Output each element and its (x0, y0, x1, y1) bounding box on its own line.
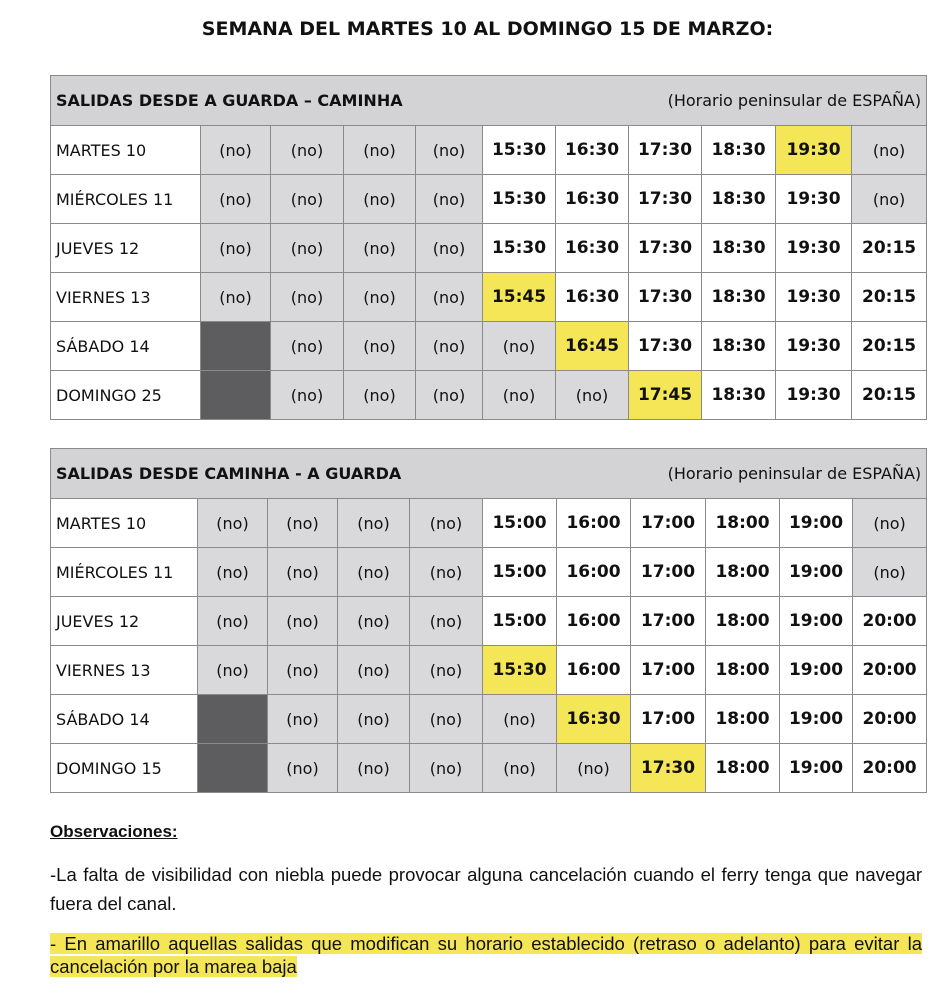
departure-cell: 20:15 (852, 224, 927, 273)
no-departure-cell: (no) (410, 646, 483, 695)
timezone-note: (Horario peninsular de ESPAÑA) (667, 464, 922, 483)
no-departure-cell: (no) (483, 322, 556, 371)
departure-cell: 20:15 (852, 371, 927, 420)
departure-cell: 16:00 (557, 499, 631, 548)
day-label: DOMINGO 15 (51, 744, 198, 793)
departure-cell: 18:30 (702, 371, 776, 420)
no-departure-cell: (no) (852, 175, 927, 224)
no-departure-cell: (no) (557, 744, 631, 793)
departure-cell: 18:30 (702, 224, 776, 273)
no-departure-cell: (no) (416, 273, 483, 322)
departure-cell: 17:30 (629, 273, 702, 322)
departure-cell: 19:00 (780, 695, 853, 744)
no-departure-cell: (no) (271, 273, 344, 322)
departure-cell: 15:30 (483, 224, 556, 273)
day-label: SÁBADO 14 (51, 322, 201, 371)
departure-cell: 19:30 (776, 371, 852, 420)
departure-cell: 19:00 (780, 744, 853, 793)
timezone-note: (Horario peninsular de ESPAÑA) (667, 91, 922, 110)
day-label: JUEVES 12 (51, 224, 201, 273)
departure-cell: 17:00 (631, 499, 706, 548)
departure-cell: 16:00 (557, 548, 631, 597)
schedule-table-caminha-guarda (50, 448, 927, 793)
no-departure-cell: (no) (201, 175, 271, 224)
no-departure-cell: (no) (271, 322, 344, 371)
no-departure-cell: (no) (338, 499, 410, 548)
departure-cell: 18:30 (702, 175, 776, 224)
no-departure-cell: (no) (344, 126, 416, 175)
departure-cell: 19:30 (776, 224, 852, 273)
no-departure-cell: (no) (268, 646, 338, 695)
departure-cell: 20:00 (853, 597, 927, 646)
departure-cell: 18:00 (706, 548, 780, 597)
departure-cell: 16:00 (557, 646, 631, 695)
modified-departure-cell: 15:30 (483, 646, 557, 695)
page-title: SEMANA DEL MARTES 10 AL DOMINGO 15 DE MARZO: (201, 18, 774, 40)
departure-cell: 17:30 (629, 175, 702, 224)
no-departure-cell: (no) (410, 548, 483, 597)
no-departure-cell: (no) (416, 175, 483, 224)
no-departure-cell: (no) (268, 548, 338, 597)
departure-cell: 15:00 (483, 499, 557, 548)
departure-cell: 18:00 (706, 646, 780, 695)
modified-departure-cell: 16:45 (556, 322, 629, 371)
table-row (51, 646, 927, 695)
no-departure-cell: (no) (338, 646, 410, 695)
departure-cell: 18:00 (706, 499, 780, 548)
table-row (51, 695, 927, 744)
departure-cell: 16:30 (556, 175, 629, 224)
no-departure-cell: (no) (338, 695, 410, 744)
route-heading: SALIDAS DESDE CAMINHA - A GUARDA (56, 464, 402, 483)
departure-cell: 18:30 (702, 273, 776, 322)
departure-cell: 19:00 (780, 548, 853, 597)
table-row (51, 371, 927, 420)
day-label: SÁBADO 14 (51, 695, 198, 744)
departure-cell: 18:30 (702, 322, 776, 371)
departure-cell: 17:30 (629, 224, 702, 273)
table-header (51, 449, 927, 499)
table-row (51, 322, 927, 371)
table-row (51, 499, 927, 548)
departure-cell: 18:30 (702, 126, 776, 175)
no-departure-cell: (no) (198, 548, 268, 597)
departure-cell: 20:00 (853, 646, 927, 695)
unavailable-cell (198, 695, 268, 744)
departure-cell: 19:30 (776, 273, 852, 322)
table-row (51, 273, 927, 322)
modified-departure-cell: 17:45 (629, 371, 702, 420)
departure-cell: 18:00 (706, 744, 780, 793)
no-departure-cell: (no) (201, 273, 271, 322)
departure-cell: 20:00 (853, 695, 927, 744)
observation-fog: -La falta de visibilidad con niebla puede provocar alguna cancelación cuando el ferry tenga que navegar fuera del canal. (50, 864, 922, 914)
no-departure-cell: (no) (271, 224, 344, 273)
departure-cell: 20:15 (852, 322, 927, 371)
departure-cell: 15:30 (483, 175, 556, 224)
no-departure-cell: (no) (344, 175, 416, 224)
observations-heading: Observaciones: (50, 822, 178, 841)
no-departure-cell: (no) (268, 597, 338, 646)
no-departure-cell: (no) (338, 744, 410, 793)
no-departure-cell: (no) (271, 175, 344, 224)
no-departure-cell: (no) (344, 322, 416, 371)
unavailable-cell (201, 322, 271, 371)
unavailable-cell (198, 744, 268, 793)
departure-cell: 19:00 (780, 646, 853, 695)
no-departure-cell: (no) (483, 695, 557, 744)
table-row (51, 175, 927, 224)
unavailable-cell (201, 371, 271, 420)
table-row (51, 548, 927, 597)
no-departure-cell: (no) (338, 548, 410, 597)
day-label: DOMINGO 25 (51, 371, 201, 420)
departure-cell: 16:00 (557, 597, 631, 646)
table-header-row (51, 449, 927, 499)
modified-departure-cell: 15:45 (483, 273, 556, 322)
departure-cell: 20:15 (852, 273, 927, 322)
departure-cell: 19:00 (780, 597, 853, 646)
table-row (51, 744, 927, 793)
departure-cell: 15:00 (483, 597, 557, 646)
no-departure-cell: (no) (556, 371, 629, 420)
departure-cell: 16:30 (556, 273, 629, 322)
day-label: VIERNES 13 (51, 273, 201, 322)
table-row (51, 224, 927, 273)
departure-cell: 19:30 (776, 322, 852, 371)
departure-cell: 18:00 (706, 695, 780, 744)
no-departure-cell: (no) (201, 126, 271, 175)
no-departure-cell: (no) (198, 646, 268, 695)
no-departure-cell: (no) (416, 371, 483, 420)
no-departure-cell: (no) (483, 371, 556, 420)
departure-cell: 16:30 (556, 224, 629, 273)
table-header (51, 76, 927, 126)
no-departure-cell: (no) (201, 224, 271, 273)
modified-departure-cell: 19:30 (776, 126, 852, 175)
no-departure-cell: (no) (268, 744, 338, 793)
day-label: MIÉRCOLES 11 (51, 175, 201, 224)
no-departure-cell: (no) (416, 322, 483, 371)
no-departure-cell: (no) (416, 224, 483, 273)
day-label: JUEVES 12 (51, 597, 198, 646)
day-label: MIÉRCOLES 11 (51, 548, 198, 597)
day-label: VIERNES 13 (51, 646, 198, 695)
table-row (51, 597, 927, 646)
no-departure-cell: (no) (271, 126, 344, 175)
no-departure-cell: (no) (410, 695, 483, 744)
no-departure-cell: (no) (271, 371, 344, 420)
departure-cell: 16:30 (556, 126, 629, 175)
no-departure-cell: (no) (852, 126, 927, 175)
departure-cell: 15:30 (483, 126, 556, 175)
table-row (51, 126, 927, 175)
no-departure-cell: (no) (268, 695, 338, 744)
departure-cell: 17:00 (631, 695, 706, 744)
departure-cell: 17:30 (629, 126, 702, 175)
departure-cell: 17:00 (631, 646, 706, 695)
departure-cell: 17:00 (631, 597, 706, 646)
schedule-table-guarda-caminha (50, 75, 927, 420)
no-departure-cell: (no) (198, 499, 268, 548)
day-label: MARTES 10 (51, 126, 201, 175)
no-departure-cell: (no) (268, 499, 338, 548)
departure-cell: 15:00 (483, 548, 557, 597)
no-departure-cell: (no) (344, 371, 416, 420)
observation-yellow-note (50, 932, 922, 978)
table-header-row (51, 76, 927, 126)
departure-cell: 17:30 (629, 322, 702, 371)
departure-cell: 17:00 (631, 548, 706, 597)
no-departure-cell: (no) (198, 597, 268, 646)
no-departure-cell: (no) (410, 499, 483, 548)
no-departure-cell: (no) (416, 126, 483, 175)
route-heading: SALIDAS DESDE A GUARDA – CAMINHA (56, 91, 403, 110)
highlighted-text: - En amarillo aquellas salidas que modifican su horario establecido (retraso o adelanto) para evitar la cancelación por la marea baja (50, 933, 922, 977)
no-departure-cell: (no) (853, 499, 927, 548)
no-departure-cell: (no) (410, 597, 483, 646)
departure-cell: 19:30 (776, 175, 852, 224)
no-departure-cell: (no) (344, 273, 416, 322)
no-departure-cell: (no) (483, 744, 557, 793)
no-departure-cell: (no) (853, 548, 927, 597)
departure-cell: 20:00 (853, 744, 927, 793)
day-label: MARTES 10 (51, 499, 198, 548)
no-departure-cell: (no) (410, 744, 483, 793)
departure-cell: 19:00 (780, 499, 853, 548)
no-departure-cell: (no) (344, 224, 416, 273)
modified-departure-cell: 17:30 (631, 744, 706, 793)
departure-cell: 18:00 (706, 597, 780, 646)
no-departure-cell: (no) (338, 597, 410, 646)
modified-departure-cell: 16:30 (557, 695, 631, 744)
